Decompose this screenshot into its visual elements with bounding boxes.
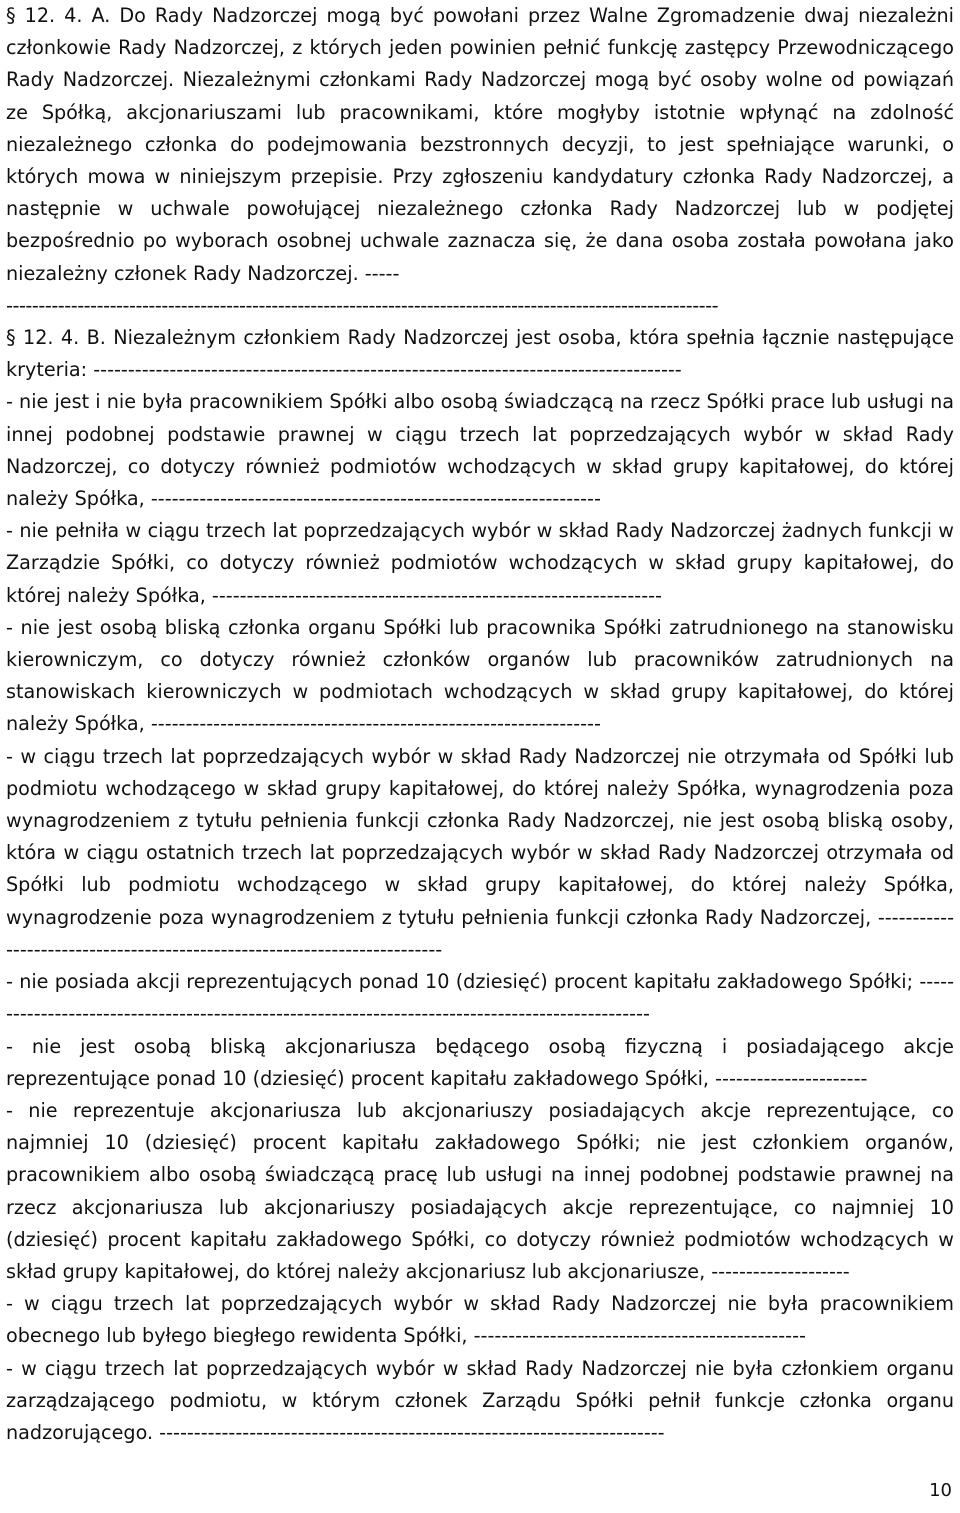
criterion-8: - w ciągu trzech lat poprzedzających wybór w skład Rady Nadzorczej nie była pracownikiem obecnego lub byłego biegłego rewidenta Spółki, ------------------------------------------------ bbox=[6, 1292, 954, 1348]
criterion-5: - nie posiada akcji reprezentujących ponad 10 (dziesięć) procent kapitału zakładowego Spółki; -------------------------------------------------------------------------------------------------- bbox=[6, 970, 954, 1026]
paragraph-12-4-a: § 12. 4. A. Do Rady Nadzorczej mogą być powołani przez Walne Zgromadzenie dwaj niezależni członkowie Rady Nadzorczej, z których jeden powinien pełnić funkcję zastępcy Przewodniczącego Rady Nadzorczej. Niezależnymi członkami Rady Nadzorczej mogą być osoby wolne od powiązań ze Spółką, akcjonariuszami lub pracownikami, które mogłyby istotnie wpłynąć na zdolność niezależnego członka do podejmowania bezstronnych decyzji, to jest spełniające warunki, o których mowa w niniejszym przepisie. Przy zgłoszeniu kandydatury członka Rady Nadzorczej, a następnie w uchwale powołującej niezależnego członka Rady Nadzorczej lub w podjętej bezpośrednio po wyborach osobnej uchwale zaznacza się, że dana osoba została powołana jako niezależny członek Rady Nadzorczej. ----- bbox=[6, 4, 954, 285]
dash-separator: -------------------------------------------------------------------------------------------------------------- bbox=[6, 293, 719, 317]
criterion-3: - nie jest osobą bliską członka organu Spółki lub pracownika Spółki zatrudnionego na stanowisku kierowniczym, co dotyczy również członków organów lub pracowników zatrudnionych na stanowiskach kierowniczych w podmiotach wchodzących w skład grupy kapitałowej, do której należy Spółka, ----------------------------------------------------------------- bbox=[6, 615, 954, 736]
page-number: 10 bbox=[929, 1480, 952, 1501]
criterion-6: - nie jest osobą bliską akcjonariusza będącego osobą fizyczną i posiadającego akcje reprezentujące ponad 10 (dziesięć) procent kapitału zakładowego Spółki, ---------------------- bbox=[6, 1034, 954, 1090]
criterion-1: - nie jest i nie była pracownikiem Spółki albo osobą świadczącą na rzecz Spółki prace lub usługi na innej podobnej podstawie prawnej w ciągu trzech lat poprzedzających wybór w skład Rady Nadzorczej, co dotyczy również podmiotów wchodzących w skład grupy kapitałowej, do której należy Spółka, ----------------------------------------------------------------- bbox=[6, 390, 954, 511]
document-page bbox=[6, 0, 954, 1449]
criterion-9: - w ciągu trzech lat poprzedzających wybór w skład Rady Nadzorczej nie była członkiem organu zarządzającego podmiotu, w którym członek Zarządu Spółki pełnił funkcje członka organu nadzorującego. ------------------------------------------------------------------------- bbox=[6, 1356, 954, 1444]
paragraph-12-4-b: § 12. 4. B. Niezależnym członkiem Rady Nadzorczej jest osoba, która spełnia łącznie następujące kryteria: ------------------------------------------------------------------------------------- bbox=[6, 326, 954, 382]
criterion-2: - nie pełniła w ciągu trzech lat poprzedzających wybór w skład Rady Nadzorczej żadnych funkcji w Zarządzie Spółki, co dotyczy również podmiotów wchodzących w skład grupy kapitałowej, do której należy Spółka, ----------------------------------------------------------------- bbox=[6, 519, 954, 607]
criterion-4: - w ciągu trzech lat poprzedzających wybór w skład Rady Nadzorczej nie otrzymała od Spółki lub podmiotu wchodzącego w skład grupy kapitałowej, do której należy Spółka, wynagrodzenia poza wynagrodzeniem z tytułu pełnienia funkcji członka Rady Nadzorczej, nie jest osobą bliską osoby, która w ciągu ostatnich trzech lat poprzedzających wybór w skład Rady Nadzorczej otrzymała od Spółki lub podmiotu wchodzącego w skład grupy kapitałowej, do której należy Spółka, wynagrodzenie poza wynagrodzeniem z tytułu pełnienia funkcji członka Rady Nadzorczej, -------------------------------------------------------------------------- bbox=[6, 744, 954, 961]
criterion-7: - nie reprezentuje akcjonariusza lub akcjonariuszy posiadających akcje reprezentujące, co najmniej 10 (dziesięć) procent kapitału zakładowego Spółki; nie jest członkiem organów, pracownikiem albo osobą świadczącą pracę lub usługi na innej podobnej podstawie prawnej na rzecz akcjonariusza lub akcjonariuszy posiadających akcje reprezentujące, co najmniej 10 (dziesięć) procent kapitału zakładowego Spółki, co dotyczy również podmiotów wchodzących w skład grupy kapitałowej, do której należy akcjonariusz lub akcjonariusze, -------------------- bbox=[6, 1098, 954, 1283]
